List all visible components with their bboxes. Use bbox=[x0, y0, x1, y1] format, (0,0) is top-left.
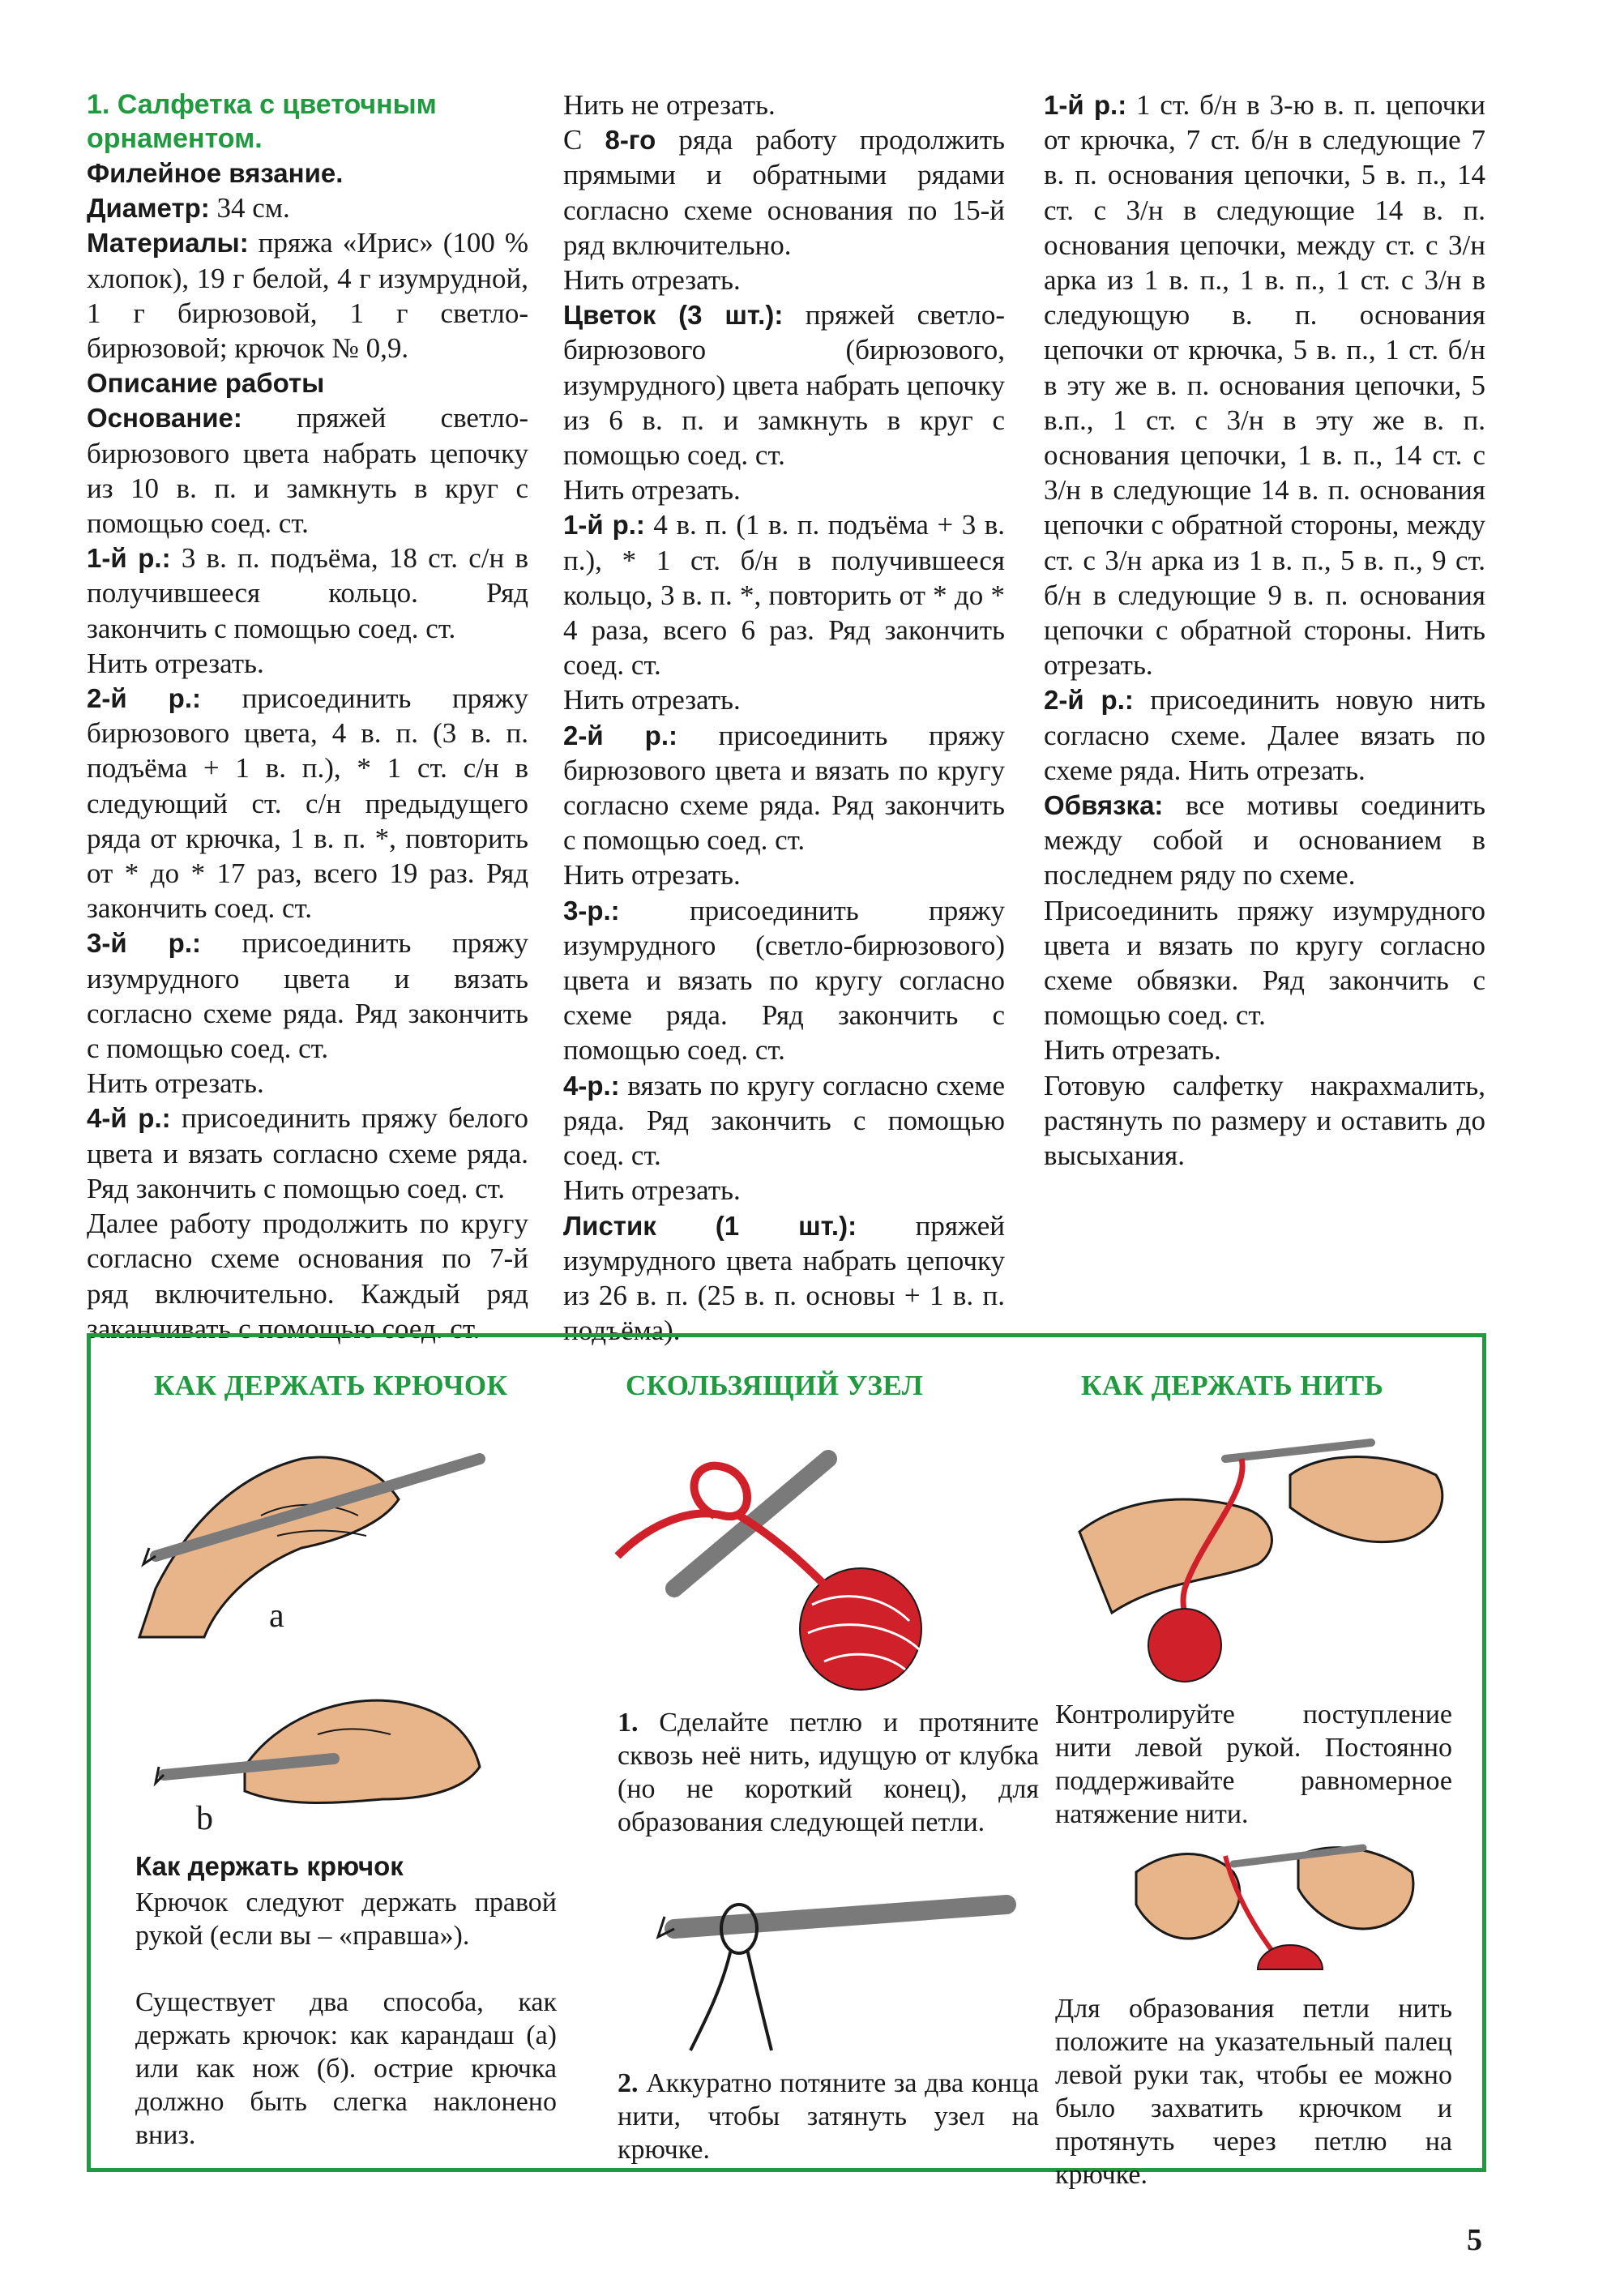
row2-paragraph bbox=[87, 681, 528, 926]
row4-label: 4-й р.: bbox=[87, 1103, 171, 1134]
cut-thread-1: Нить отрезать. bbox=[87, 647, 264, 679]
label-a: a bbox=[269, 1597, 284, 1635]
leaf-value: пряжей изумрудного цвета набрать цепочку из 26 в. п. (25 в. п. основы + 1 в. п. подъёма). bbox=[563, 1209, 1005, 1347]
row4-paragraph bbox=[87, 1101, 528, 1206]
diameter bbox=[87, 190, 528, 225]
cut-thread-4: Нить отрезать. bbox=[563, 474, 741, 507]
base-value: пряжей светло-бирюзового цвета набрать цепочку из 10 в. п. и замкнуть в круг с помощью соед. ст. bbox=[87, 402, 528, 540]
flower-row1-value: 4 в. п. (1 в. п. подъёма + 3 в. п.), * 1 ст. б/н в получившееся кольцо, 3 в. п. *, повторить от * до * 4 раза, всего 6 раз. Ряд закончить соед. ст. bbox=[563, 509, 1005, 682]
hook-section-title: КАК ДЕРЖАТЬ КРЮЧОК bbox=[154, 1370, 508, 1401]
thread-text-2: Для образования петли нить положите на указательный палец левой руки так, чтобы ее можно было захватить крючком и протянуть через петлю на крючке. bbox=[1055, 1994, 1452, 2190]
flower-row2-label: 2-й р.: bbox=[563, 720, 677, 750]
row8-paragraph bbox=[563, 122, 1005, 263]
flower-row1 bbox=[563, 507, 1005, 682]
page-number: 5 bbox=[1467, 2223, 1482, 2257]
row1-value: 3 в. п. подъёма, 18 ст. с/н в получившееся кольцо. Ряд закончить с помощью соед. ст. bbox=[87, 542, 528, 644]
leaf-row2-label: 2-й р.: bbox=[1044, 685, 1134, 716]
row8-label: 8-го bbox=[605, 125, 656, 156]
edging-paragraph-2: Присоединить пряжу изумрудного цвета и вязать по кругу согласно схеме обвязки. Ряд закончить с помощью соед. ст. bbox=[1044, 894, 1485, 1032]
edging-value: все мотивы соединить между собой и основанием в последнем ряду по схеме. bbox=[1044, 789, 1485, 891]
hook-subtitle: Как держать крючок bbox=[135, 1851, 404, 1881]
finish-paragraph: Готовую салфетку накрахмалить, растянуть по размеру и оставить до высыхания. bbox=[1044, 1069, 1485, 1172]
flower-row2-value: присоединить пряжу бирюзового цвета и вязать по кругу согласно схеме ряда. Ряд закончить с помощью соед. ст. bbox=[563, 719, 1005, 857]
text-column-3 bbox=[1044, 88, 1485, 1173]
diameter-value: 34 см. bbox=[209, 192, 290, 224]
row1-label: 1-й р.: bbox=[87, 543, 171, 574]
article-title: 1. Салфетка с цветочным орнаментом. bbox=[87, 89, 437, 154]
knot-step-1-text: Сделайте петлю и протяните сквозь неё нить, идущую от клубка (но не короткий конец), для образования следующей петли. bbox=[618, 1708, 1039, 1837]
cut-thread-2: Нить отрезать. bbox=[87, 1067, 264, 1100]
flower-row3-label: 3-р.: bbox=[563, 895, 620, 926]
text-column-1 bbox=[87, 88, 528, 1346]
leaf-paragraph bbox=[563, 1208, 1005, 1349]
hook-text-1: Крючок следуют держать правой рукой (если вы – «правша»). bbox=[135, 1888, 557, 1951]
knot-step-1-num: 1. bbox=[618, 1708, 639, 1738]
flower-row4-label: 4-р.: bbox=[563, 1070, 620, 1101]
thread-hold-illustration bbox=[1079, 1426, 1468, 1670]
thread-text-1: Контролируйте поступление нити левой рукой. Постоянно поддерживайте равномерное натяжение нити. bbox=[1055, 1700, 1452, 1829]
flower-paragraph bbox=[563, 297, 1005, 472]
leaf-label: Листик (1 шт.): bbox=[563, 1210, 857, 1241]
row4-value: присоединить пряжу белого цвета и вязать согласно схеме ряда. Ряд закончить с помощью соед. ст. bbox=[87, 1102, 528, 1204]
leaf-row1-value: 1 ст. б/н в 3-ю в. п. цепочки от крючка, 7 ст. б/н в следующие 7 в. п. основания цепочки, 5 в. п., 14 ст. с 3/н в следующие 14 в. п. основания цепочки, между ст. с 3/н арка из 1 в. п., 1 в. п., 1 ст. с 3/н в следующую в. п. основания цепочки от крючка, 5 в. п., 1 ст. б/н в эту же в. п. основания цепочки, 5 в.п., 1 ст. с 3/н в эту же в. п. основания цепочки, 1 в. п., 14 ст. с 3/н в следующие 14 в. п. основания цепочки с обратной стороны, между ст. с 3/н арка из 1 в. п., 5 в. п., 9 ст. б/н в следующие 9 в. п. основания цепочки с обратной стороны. Нить отрезать. bbox=[1044, 89, 1485, 682]
flower-label: Цветок (3 шт.): bbox=[563, 300, 784, 331]
cut-thread-3: Нить отрезать. bbox=[563, 264, 741, 297]
tips-box bbox=[87, 1333, 1486, 2190]
row3-value: присоединить пряжу изумрудного цвета и вязать согласно схеме ряда. Ряд закончить с помощью соед. ст. bbox=[87, 927, 528, 1065]
technique: Филейное вязание. bbox=[87, 158, 344, 188]
thread-section-title: КАК ДЕРЖАТЬ НИТЬ bbox=[1081, 1370, 1384, 1401]
materials bbox=[87, 225, 528, 366]
materials-label: Материалы: bbox=[87, 228, 249, 259]
label-b: b bbox=[196, 1800, 213, 1837]
flower-row3-value: присоединить пряжу изумрудного (светло-бирюзового) цвета и вязать по кругу согласно схеме ряда. Ряд закончить с помощью соед. ст. bbox=[563, 894, 1005, 1067]
flower-row1-label: 1-й р.: bbox=[563, 510, 645, 541]
leaf-row1 bbox=[1044, 88, 1485, 682]
row1-paragraph bbox=[87, 541, 528, 646]
flower-row2 bbox=[563, 718, 1005, 858]
row3-paragraph bbox=[87, 926, 528, 1066]
continue-paragraph: Далее работу продолжить по кругу согласно схеме основания по 7-й ряд включительно. Каждый ряд заканчивать с помощью соед. ст. bbox=[87, 1208, 528, 1345]
cut-thread-8: Нить отрезать. bbox=[1044, 1034, 1221, 1067]
flower-row4 bbox=[563, 1068, 1005, 1174]
edging-label: Обвязка: bbox=[1044, 790, 1164, 821]
leaf-row2-value: присоединить новую нить согласно схеме. Далее вязать по схеме ряда. Нить отрезать. bbox=[1044, 684, 1485, 786]
row8-value: ряда работу продолжить прямыми и обратными рядами согласно схеме основания по 15-й ряд включительно. bbox=[563, 124, 1005, 261]
flower-value: пряжей светло-бирюзового (бирюзового, изумрудного) цвета набрать цепочку из 6 в. п. и замкнуть в круг с помощью соед. ст. bbox=[563, 299, 1005, 472]
knot-step-1 bbox=[618, 1706, 1039, 1839]
leaf-row2 bbox=[1044, 682, 1485, 788]
knot-step-2 bbox=[618, 2067, 1039, 2166]
no-cut-thread: Нить не отрезать. bbox=[563, 89, 776, 121]
diameter-label: Диаметр: bbox=[87, 193, 210, 224]
description-heading: Описание работы bbox=[87, 368, 325, 399]
cut-thread-6: Нить отрезать. bbox=[563, 859, 741, 891]
flower-row3 bbox=[563, 893, 1005, 1068]
knot-section-title: СКОЛЬЗЯЩИЙ УЗЕЛ bbox=[626, 1370, 924, 1401]
leaf-row1-label: 1-й р.: bbox=[1044, 90, 1127, 120]
hook-text-2: Существует два способа, как держать крючок: как карандаш (а) или как нож (б). острие крючка должно быть слегка наклонено вниз. bbox=[135, 1987, 557, 2150]
edging-paragraph bbox=[1044, 788, 1485, 893]
base-paragraph bbox=[87, 400, 528, 541]
cut-thread-7: Нить отрезать. bbox=[563, 1174, 741, 1207]
row3-label: 3-й р.: bbox=[87, 928, 201, 959]
row8-prefix: С bbox=[563, 124, 605, 156]
tighten-knot-illustration bbox=[642, 1872, 1023, 2059]
row2-label: 2-й р.: bbox=[87, 683, 201, 714]
text-column-2 bbox=[563, 88, 1005, 1348]
knot-step-2-num: 2. bbox=[618, 2068, 639, 2098]
thread-loop-illustration bbox=[1136, 1824, 1428, 1969]
row2-value: присоединить пряжу бирюзового цвета, 4 в. п. (3 в. п. подъёма + 1 в. п.), * 1 ст. с/н в следующий ст. с/н предыдущего ряда от крючка, 1 в. п. *, повторить от * до * 17 раз, всего 19 раз. Ряд закончить соед. ст. bbox=[87, 682, 528, 925]
materials-value: пряжа «Ирис» (100 % хлопок), 19 г белой, 4 г изумрудной, 1 г бирюзовой, 1 г светло-бирюзовой; крючок № 0,9. bbox=[87, 227, 528, 365]
hand-pencil-grip-illustration bbox=[139, 1426, 528, 1637]
flower-row4-value: вязать по кругу согласно схеме ряда. Ряд закончить с помощью соед. ст. bbox=[563, 1069, 1005, 1172]
slip-knot-illustration bbox=[618, 1426, 1007, 1694]
base-label: Основание: bbox=[87, 403, 242, 434]
knot-step-2-text: Аккуратно потяните за два конца нити, чтобы затянуть узел на крючке. bbox=[618, 2068, 1039, 2165]
cut-thread-5: Нить отрезать. bbox=[563, 684, 741, 716]
